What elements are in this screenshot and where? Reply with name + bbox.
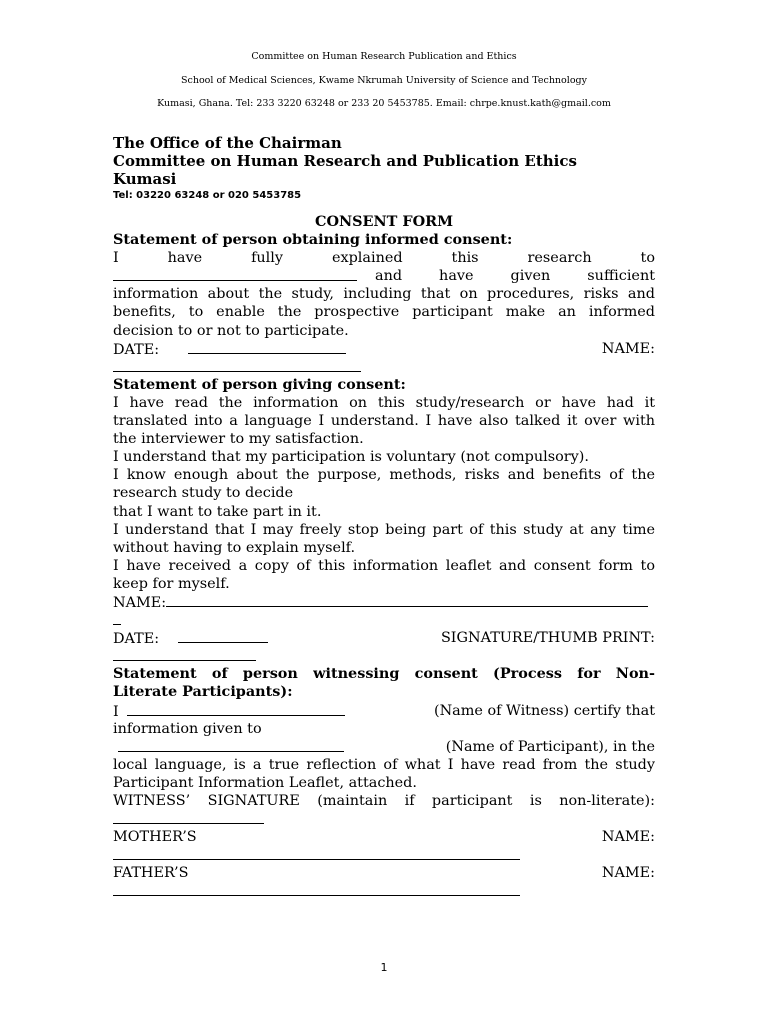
obtaining-name-row: [113, 358, 655, 376]
mother-name-blank[interactable]: [113, 846, 520, 860]
witness-heading-line-1: Statement of person witnessing consent (Process for Non-: [113, 665, 655, 683]
obtaining-line-2: [113, 267, 655, 285]
letterhead: [0, 45, 768, 116]
giving-date-label: DATE:: [113, 631, 160, 648]
giving-p3-line-1: I know enough about the purpose, methods, risks and benefits of the: [113, 467, 655, 484]
giving-p1-line-3: the interviewer to my satisfaction.: [113, 431, 364, 448]
giving-name-label: NAME:: [113, 594, 167, 611]
obtaining-line-1: I have fully explained this research to: [113, 250, 655, 267]
witness-line-4: local language, is a true reflection of what I have read from the study: [113, 756, 655, 773]
obtaining-date-blank[interactable]: [188, 340, 346, 354]
giving-date-signature-row: [113, 629, 655, 647]
giving-p5-line-2: keep for myself.: [113, 575, 230, 592]
page-number: 1: [380, 961, 388, 974]
obtaining-heading: Statement of person obtaining informed consent:: [113, 231, 513, 249]
father-blank-row: [113, 882, 655, 900]
letterhead-contact: Kumasi, Ghana. Tel: 233 3220 63248 or 233 20 5453785. Email: chrpe.knust.kath@gmail.com: [157, 98, 611, 109]
witness-line-1: [113, 702, 655, 720]
office-block: [113, 134, 673, 203]
witness-i-label: I: [113, 703, 119, 720]
giving-p1-line-1: I have read the information on this study/research or have had it: [113, 394, 655, 411]
giving-p4-line-2: without having to explain myself.: [113, 539, 356, 556]
giving-name-row: [113, 593, 655, 611]
giving-p3-line-3: that I want to take part in it.: [113, 503, 322, 520]
obtaining-line-3: information about the study, including that on procedures, risks and: [113, 286, 655, 303]
giving-p4-line-1: I understand that I may freely stop being part of this study at any time: [113, 521, 655, 538]
letterhead-committee: Committee on Human Research Publication and Ethics: [251, 51, 517, 62]
witness-signature-row: [113, 810, 655, 828]
giving-name-blank[interactable]: [166, 593, 648, 607]
giving-signature-blank[interactable]: [113, 647, 256, 661]
obtaining-line-2-text: and have given sufficient: [375, 268, 655, 285]
obtaining-line-4: benefits, to enable the prospective participant make an informed: [113, 304, 655, 321]
mother-name-row: [113, 828, 655, 846]
office-committee: Committee on Human Research and Publication Ethics: [113, 152, 577, 170]
letterhead-school: School of Medical Sciences, Kwame Nkrumah University of Science and Technology: [181, 74, 587, 86]
obtaining-name-blank[interactable]: [113, 358, 361, 372]
obtaining-date-label: DATE:: [113, 341, 160, 358]
witness-certify-text: (Name of Witness) certify that: [433, 702, 655, 719]
father-name-row: [113, 864, 655, 882]
giving-name-continuation-blank: [113, 611, 121, 625]
researcher-name-blank[interactable]: [113, 267, 357, 281]
witness-heading-line-2: Literate Participants):: [113, 683, 293, 701]
witness-signature-blank[interactable]: [113, 810, 264, 824]
father-name-label: NAME:: [601, 865, 655, 882]
giving-signature-row: [113, 647, 655, 665]
giving-p1-line-2: translated into a language I understand. I have also talked it over with: [113, 413, 655, 430]
consent-form-body: [113, 213, 655, 901]
witness-line-5: Participant Information Leaflet, attached.: [113, 774, 417, 791]
witness-line-3: [113, 738, 655, 756]
form-title: CONSENT FORM: [314, 213, 454, 230]
giving-p3-line-2: research study to decide: [113, 485, 294, 502]
office-chairman: The Office of the Chairman: [113, 134, 342, 152]
father-name-blank[interactable]: [113, 882, 520, 896]
obtaining-name-label: NAME:: [601, 340, 655, 357]
witness-name-blank[interactable]: [127, 702, 345, 716]
obtaining-date-name-row: [113, 340, 655, 358]
giving-signature-label: SIGNATURE/THUMB PRINT:: [440, 630, 655, 647]
giving-p2: I understand that my participation is voluntary (not compulsory).: [113, 449, 589, 466]
giving-date-blank[interactable]: [178, 629, 268, 643]
mother-blank-row: [113, 846, 655, 864]
mother-name-label: NAME:: [601, 829, 655, 846]
participant-name-blank[interactable]: [118, 738, 344, 752]
obtaining-line-5: decision to or not to participate.: [113, 322, 349, 339]
giving-heading: Statement of person giving consent:: [113, 375, 406, 393]
mother-label: MOTHER’S: [113, 829, 197, 846]
witness-line-2: information given to: [113, 720, 262, 737]
witness-participant-text: (Name of Participant), in the: [445, 738, 655, 755]
office-telephone: Tel: 03220 63248 or 020 5453785: [113, 190, 302, 201]
office-city: Kumasi: [113, 170, 177, 188]
giving-p5-line-1: I have received a copy of this information leaflet and consent form to: [113, 557, 655, 574]
father-label: FATHER’S: [113, 865, 189, 882]
giving-name-continuation: [113, 611, 655, 629]
witness-signature-line: WITNESS’ SIGNATURE (maintain if participant is non-literate):: [113, 793, 655, 809]
